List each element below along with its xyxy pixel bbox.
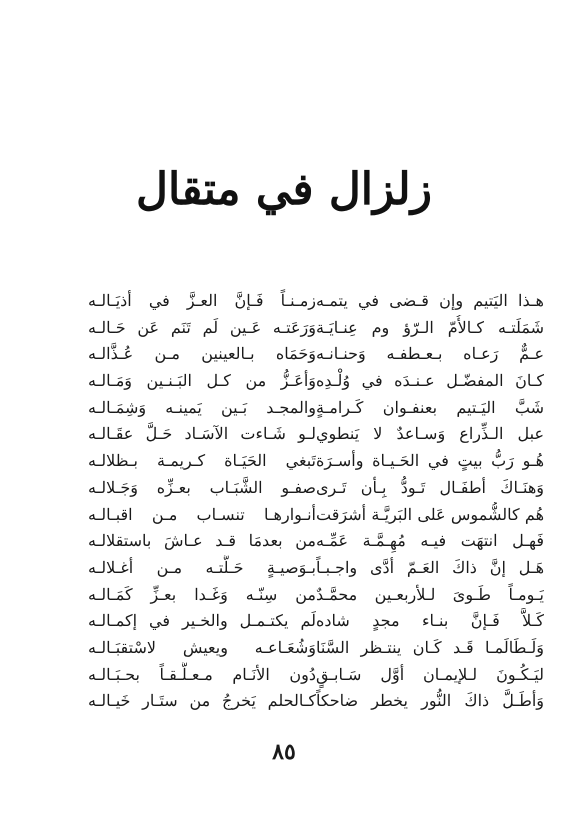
- verse-first-hemistich: شَمَلَتـه كـالأُمّ الـرّؤ وم عِنـايَـة: [316, 317, 544, 337]
- verse-first-hemistich: كـانَ المفضّـل عـنـدَه في وُلْـدِه: [316, 371, 544, 391]
- verse-second-hemistich: من بعدمَا قـد عـاشَ باستقلالـه: [88, 531, 316, 551]
- verse-second-hemistich: دُون الأنَـام مـعـلَّـقـاً بحـبَـالـه: [88, 664, 316, 684]
- verse-first-hemistich: وَهنَـاكَ أطفَـال تَـودُّ بِـأن تَـرى: [316, 477, 544, 497]
- poem-left-hemistichs: [88, 288, 316, 715]
- verse-first-hemistich: ليَـكُـونَ لـلإيمـان أوَّل سَـابـقٍ: [316, 664, 544, 684]
- verse-first-hemistich: هَـل إنَّ ذاكَ العَـمّ أدَّى واجـبـاً: [316, 557, 544, 577]
- verse-second-hemistich: لـو شَـاءت الآسَـاد حَـلَّ عقَـالـه: [88, 424, 316, 444]
- verse-first-hemistich: فَهـل انتهَت فيـه مُهِـمَّـة عَمِّـه: [316, 531, 544, 551]
- verse-first-hemistich: عـمٌّ رَعـاه بـعـطفـه وَحنـانـه: [316, 344, 544, 364]
- verse-first-hemistich: هـذا اليَتيم وإن قـضى في يتمـه: [316, 291, 544, 310]
- page-number: ٨٥: [272, 739, 296, 765]
- verse-first-hemistich: وَأطَـلَّ ذاكَ النُّور يخطر ضاحكاً: [316, 691, 544, 711]
- verse-first-hemistich: كَـلاَّ فَـإنَّ بنـاء مجدٍ شاده: [316, 611, 544, 631]
- verse-second-hemistich: أنـوارهـا تنسـاب مـن اقبـالـه: [88, 504, 316, 524]
- poem-right-hemistichs: [316, 288, 544, 715]
- verse-first-hemistich: وَلَـطَالَمـا قَـد كَـان ينتـظر السَّنَا: [316, 637, 544, 657]
- verse-second-hemistich: صفـو الشَّبَـاب بعـزِّه وَجَـلالـه: [88, 477, 316, 497]
- verse-second-hemistich: والمجـد بَـين يَمينـه وَشِمَـالـه: [88, 397, 316, 417]
- verse-first-hemistich: شَبَّ اليَـتيم بعنفـوان كَـرامـةٍ: [316, 397, 544, 417]
- verse-first-hemistich: هُـو رَبُّ بيتٍ في الحَـيـاة وأسـرَة: [316, 451, 544, 471]
- verse-first-hemistich: يَـومـاً طَـوىَ لـلأربعـين محمَّـدٌ: [316, 584, 544, 604]
- verse-second-hemistich: بـوَصيـةٍ حَـلَّتـه مـن أغـلالـه: [88, 557, 316, 577]
- verse-first-hemistich: هُم كالشُّموس عَلى البَريَّـة أشرَقت: [316, 504, 544, 524]
- verse-second-hemistich: وَرَعَتـه عَـين لَم تَنَم عَن حَـالـه: [88, 317, 316, 337]
- poem-title: زلزال في متقال: [136, 164, 432, 215]
- verse-second-hemistich: كـالحلم يَخرجُ من ستَـار خَيـالـه: [88, 691, 316, 711]
- verse-second-hemistich: من سِنّـه وَغَـدا بعـزِّ كَمَـالـه: [88, 584, 316, 604]
- verse-second-hemistich: وَحَمَاه بـالعينين مـن عُـذَّالـه: [88, 344, 316, 364]
- verse-first-hemistich: عبل الـذِّراع وَسـاعدٌ لا يَنطوي: [316, 424, 544, 444]
- verse-second-hemistich: تَبغي الحَيَـاة كـريمـة بـظلالـه: [88, 451, 316, 471]
- verse-second-hemistich: وَشُعَـاعـه ويعيش لاسْتقبَـالـه: [88, 637, 316, 657]
- verse-second-hemistich: وَأعَـزُّ من كـل البَـنـين وَمَـالـه: [88, 371, 316, 391]
- verse-second-hemistich: زمـنـاً فَـإنَّ العـزَّ في أذيَـالـه: [88, 291, 316, 310]
- verse-second-hemistich: لَم يكتـمـل والخـير في إكمـالـه: [88, 611, 316, 631]
